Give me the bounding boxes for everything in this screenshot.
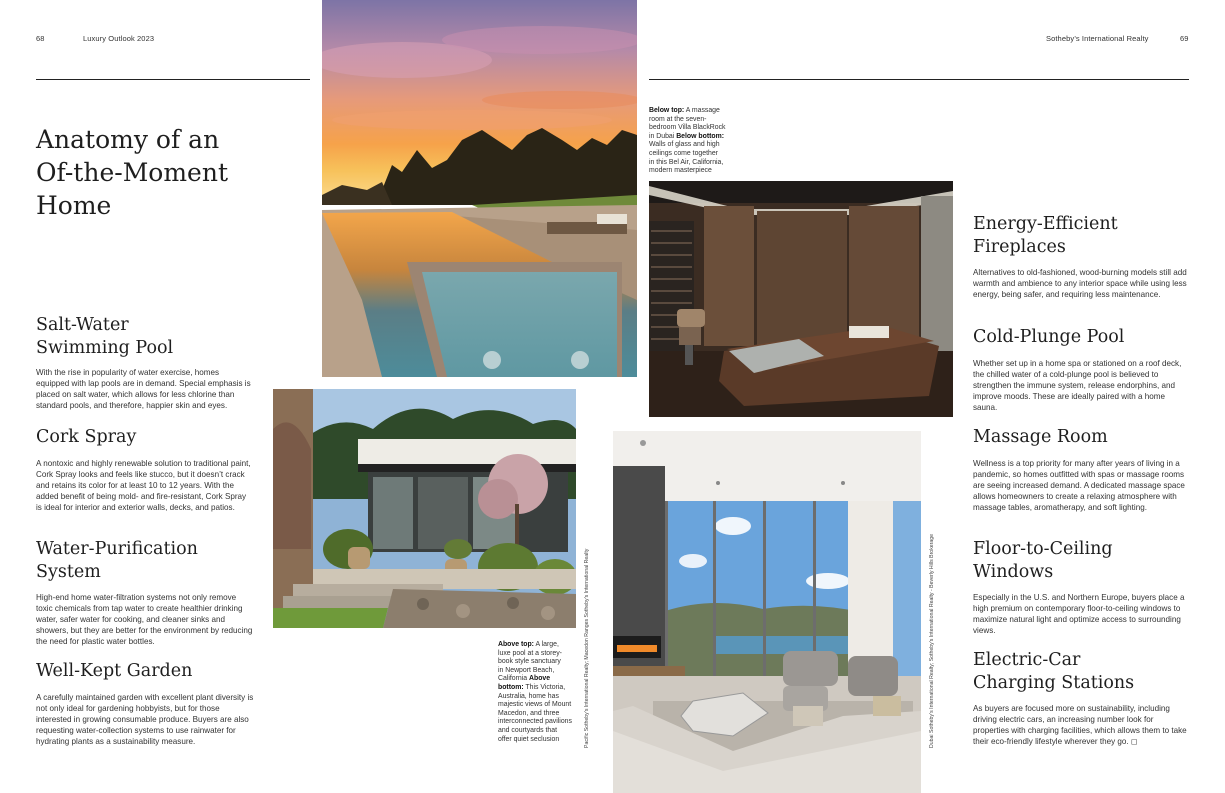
pool-photo-caption — [498, 641, 598, 744]
section-salt-water-pool — [36, 314, 254, 411]
section-cold-plunge-pool — [973, 326, 1189, 413]
section-water-purification — [36, 538, 254, 647]
caption-line: Below top: A massage — [649, 107, 720, 114]
section-body: Especially in the U.S. and Northern Europe, buyers place a high premium on contemporary floor-to-ceiling windows to maximize natural light and optimize access to surrounding views. — [973, 593, 1185, 635]
section-body: High-end home water-filtration systems not only remove toxic chemicals from tap water to create healthier drinking water, safer water for cooking, and cleaner sinks and showers, but they are better for the environment by reducing the need for plastic water bottles. — [36, 593, 253, 646]
sunset-pool-photo — [322, 0, 637, 377]
brand-name: Sotheby’s International Realty — [1046, 34, 1149, 43]
massage-room-photo — [649, 181, 953, 417]
left-header-rule — [36, 79, 310, 80]
caption-line: modern masterpiece — [649, 167, 712, 175]
caption-line: bottom: This Victoria, — [498, 683, 566, 691]
section-body: A nontoxic and highly renewable solution to traditional paint, Cork Spray looks and feels like stucco, but it doesn’t crack and retains its color for at least 10 to 12 years. With the added benefit of being mold- and fire-resistant, Cork Spray is ideal for interior and exterior walls, decks, and patios. — [36, 459, 251, 512]
caption-line: Above top: A large, — [498, 641, 559, 648]
caption-line: ceilings come together — [649, 149, 718, 157]
section-well-kept-garden — [36, 660, 254, 747]
caption-line: California Above — [498, 675, 551, 683]
main-title-line: Home — [36, 191, 112, 220]
caption-line: book style sanctuary — [498, 658, 561, 666]
section-title: Massage Room — [973, 427, 1108, 447]
section-title: Energy-Efficient Fireplaces — [973, 214, 1118, 257]
massage-photo-caption — [649, 107, 759, 176]
right-page-number: 69 — [1180, 34, 1189, 43]
right-header-rule — [649, 79, 1189, 80]
photo-credit-left: Pacific Sotheby’s International Realty; Macedon Ranges Sotheby’s International Realty — [584, 548, 590, 748]
caption-line: bedroom Villa BlackRock — [649, 124, 726, 132]
section-body: With the rise in popularity of water exercise, homes equipped with lap pools are in demand. Special emphasis is placed on salt water, which allows for less chlorine than standard pools, and therefore, happier skin and eyes. — [36, 368, 251, 410]
caption-line: offer quiet seclusion — [498, 735, 560, 743]
section-title: Electric-Car Charging Stations — [973, 650, 1135, 693]
section-title: Well-Kept Garden — [36, 661, 193, 681]
section-body: Alternatives to old-fashioned, wood-burning models still add warmth and ambience to any interior space while using less energy, being safer, and requiring less maintenance. — [973, 268, 1187, 299]
publication-title: Luxury Outlook 2023 — [83, 34, 155, 43]
section-massage-room — [973, 426, 1189, 513]
section-title: Cork Spray — [36, 427, 137, 447]
caption-line: in Dubai Below bottom: — [649, 132, 725, 140]
section-title: Salt-Water Swimming Pool — [36, 315, 174, 358]
caption-line: in Newport Beach, — [498, 666, 555, 674]
caption-line: Walls of glass and high — [649, 141, 720, 149]
main-title-line: Anatomy of an — [36, 125, 220, 154]
caption-line: majestic views of Mount — [498, 701, 572, 709]
section-electric-car-charging — [973, 649, 1189, 747]
caption-line: room at the seven- — [649, 115, 707, 123]
caption-line: Macedon, and three — [498, 709, 560, 717]
section-title: Water-Purification System — [36, 539, 198, 582]
caption-line: luxe pool at a storey- — [498, 649, 562, 657]
caption-line: and courtyards that — [498, 726, 557, 734]
main-title-line: Of-the-Moment — [36, 158, 228, 187]
section-body: As buyers are focused more on sustainability, including driving electric cars, an increasing number look for properties with charging facilities, which allows them to take their eco-friendly lifestyle wherever they go. ◻ — [973, 704, 1187, 746]
section-body: Wellness is a top priority for many after years of living in a pandemic, so homes outfitted with spas or massage rooms are seeing increased demand. A dedicated massage space allows homeowners to create a relaxing atmosphere with massage tables, aromatherapy, and soft lighting. — [973, 459, 1185, 512]
section-title: Cold-Plunge Pool — [973, 327, 1125, 347]
main-title — [36, 123, 306, 222]
photo-credit-right: Dubai Sotheby’s International Realty; Sotheby’s International Realty - Beverly Hills Brokerage — [929, 533, 935, 748]
section-energy-efficient-fireplaces — [973, 213, 1189, 300]
living-room-photo — [613, 431, 921, 793]
caption-line: interconnected pavilions — [498, 718, 572, 726]
section-cork-spray — [36, 426, 254, 513]
section-floor-to-ceiling-windows — [973, 538, 1189, 636]
section-title: Floor-to-Ceiling Windows — [973, 539, 1113, 582]
caption-line: in this Bel Air, California, — [649, 158, 724, 166]
pavilion-garden-photo — [273, 389, 576, 628]
caption-line: Australia, home has — [498, 692, 559, 700]
section-body: Whether set up in a home spa or stationed on a roof deck, the chilled water of a cold-plunge pool is believed to strengthen the immune system, release endorphins, and improve moods. These are ideally paired with a home sauna. — [973, 359, 1182, 412]
section-body: A carefully maintained garden with excellent plant diversity is not only ideal for gardening hobbyists, but for those interested in growing consumable produce. Buyers are also requesting water-collection systems to use rainwater for hydrating plants as a sustainability measure. — [36, 693, 254, 746]
left-page-number: 68 — [36, 34, 45, 43]
